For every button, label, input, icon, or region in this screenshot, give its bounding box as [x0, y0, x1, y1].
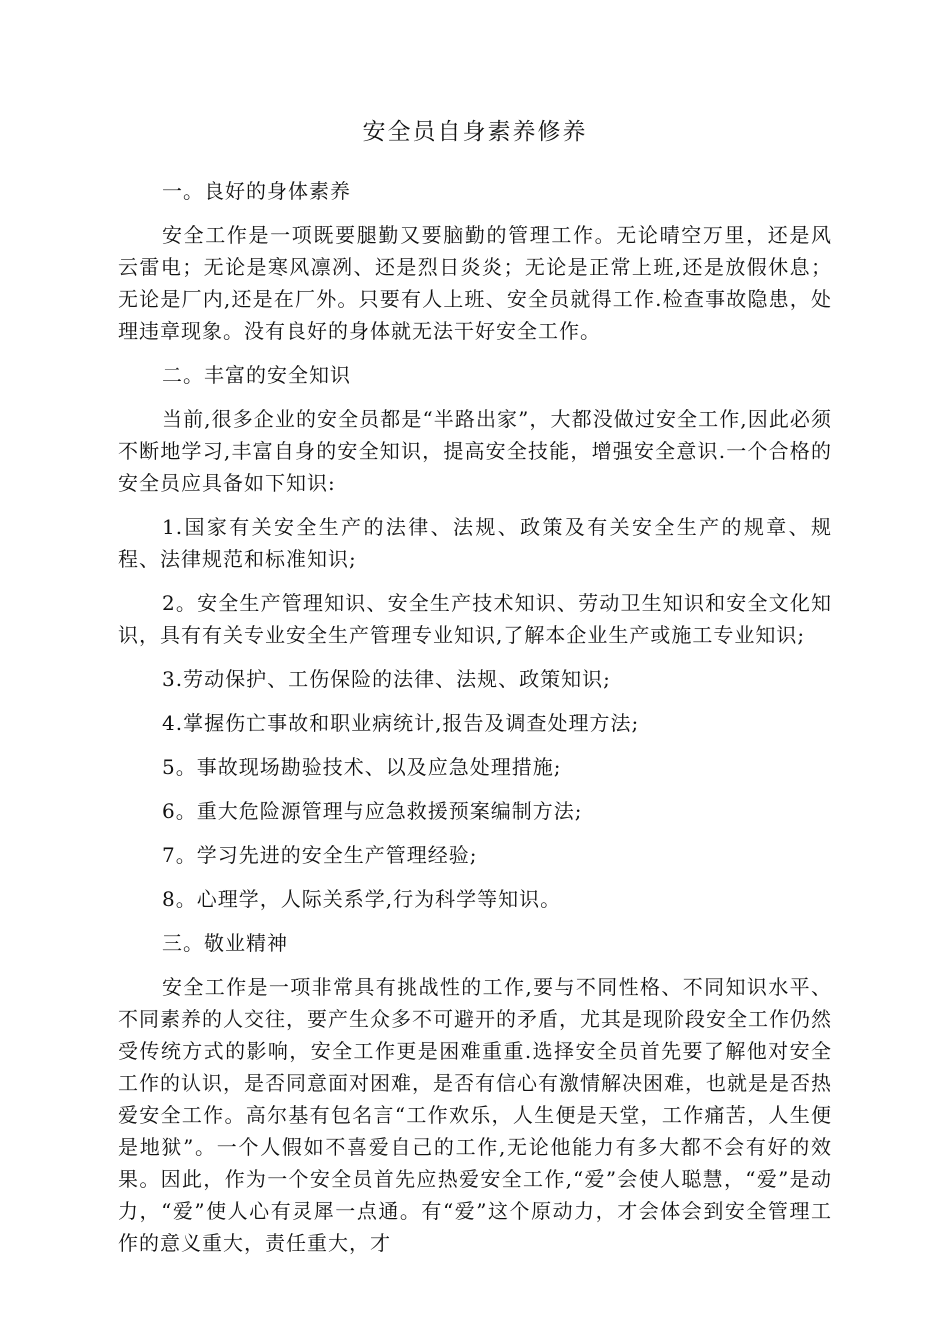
section-heading: 二。丰富的安全知识 [162, 363, 351, 387]
document-title: 安全员自身素养修养 [362, 119, 588, 145]
list-item: 1.国家有关安全生产的法律、法规、政策及有关安全生产的规章、规程、法律规范和标准知识; [118, 515, 832, 571]
paragraph: 安全工作是一项非常具有挑战性的工作,要与不同性格、不同知识水平、不同素养的人交往，要产生众多不可避开的矛盾，尤其是现阶段安全工作仍然受传统方式的影响，安全工作更是困难重重.选择安全员首先要了解他对安全工作的认识，是否同意面对困难，是否有信心有激情解决困难，也就是是否热爱安全工作。高尔基有包名言“工作欢乐，人生便是天堂，工作痛苦，人生便是地狱”。一个人假如不喜爱自己的工作,无论他能力有多大都不会有好的效果。因此，作为一个安全员首先应热爱安全工作,“爱”会使人聪慧，“爱”是动力，“爱”使人心有灵犀一点通。有“爱”这个原动力，才会体会到安全管理工作的意义重大，责任重大，才 [118, 975, 832, 1255]
list-item: 7。学习先进的安全生产管理经验; [162, 843, 478, 867]
list-item: 5。事故现场勘验技术、以及应急处理措施; [162, 755, 562, 779]
list-item: 6。重大危险源管理与应急救援预案编制方法; [162, 799, 583, 823]
section-heading: 三。敬业精神 [162, 931, 288, 955]
document-body [118, 175, 832, 1271]
section-heading: 一。良好的身体素养 [162, 179, 351, 203]
list-item: 8。心理学，人际关系学,行为科学等知识。 [162, 887, 562, 911]
paragraph: 安全工作是一项既要腿勤又要脑勤的管理工作。无论晴空万里，还是风云雷电；无论是寒风凛冽、还是烈日炎炎；无论是正常上班,还是放假休息； 无论是厂内,还是在厂外。只要有人上班、安全员就得工作.检查事故隐患，处理违章现象。没有良好的身体就无法干好安全工作。 [118, 223, 832, 343]
list-item: 4.掌握伤亡事故和职业病统计,报告及调查处理方法; [162, 711, 640, 735]
list-item: 3.劳动保护、工伤保险的法律、法规、政策知识; [162, 667, 611, 691]
list-item: 2。安全生产管理知识、安全生产技术知识、劳动卫生知识和安全文化知识，具有有关专业安全生产管理专业知识,了解本企业生产或施工专业知识; [118, 591, 832, 647]
paragraph: 当前,很多企业的安全员都是“半路出家”，大都没做过安全工作,因此必须不断地学习,丰富自身的安全知识，提高安全技能，增强安全意识.一个合格的安全员应具备如下知识: [118, 407, 832, 495]
